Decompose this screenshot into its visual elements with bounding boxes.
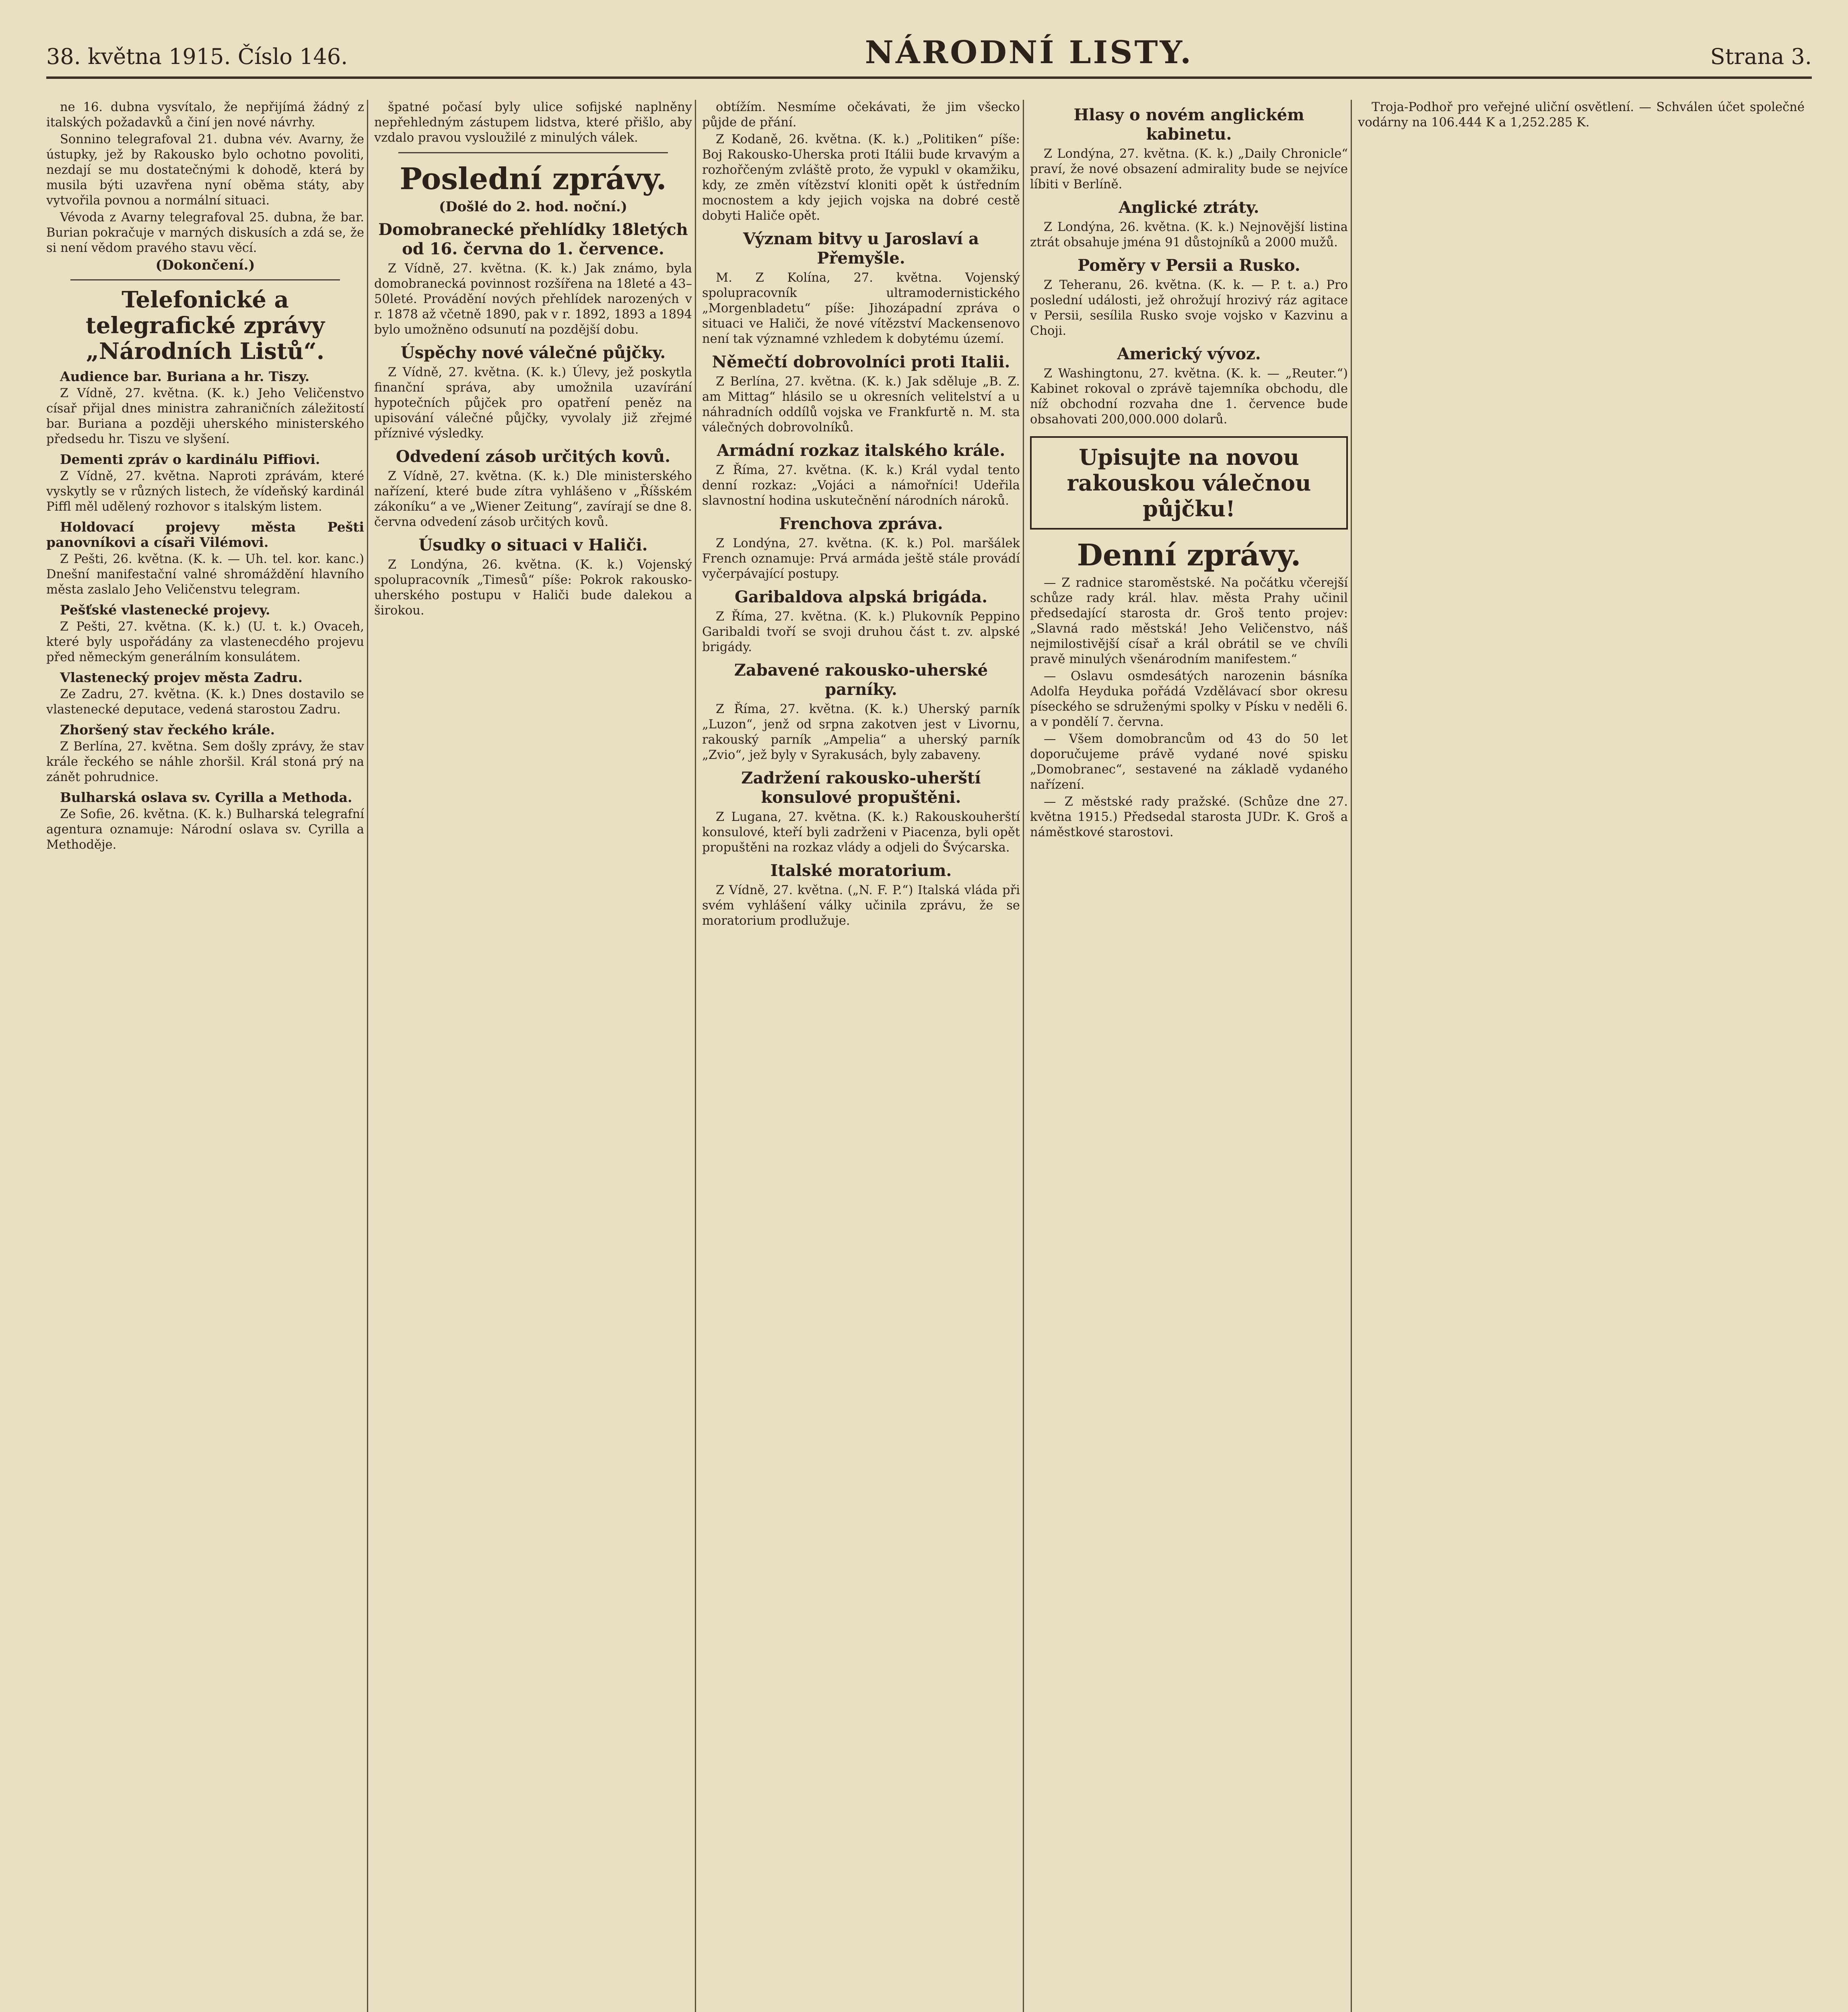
article-paragraph: obtížím. Nesmíme očekávati, že jim všecko půjde de přání. <box>702 100 1020 130</box>
news-text: Z Londýna, 27. května. (K. k.) Pol. maršálek French oznamuje: Prvá armáda ještě stále provádí vyčerpávající postupy. <box>702 536 1020 581</box>
column-1 <box>46 100 364 2012</box>
news-title: Holdovací projevy města Pešti panovníkovi a císaři Vilémovi. <box>46 519 364 550</box>
section-heading: Poslední zprávy. <box>400 162 667 196</box>
column-3 <box>702 100 1020 2012</box>
news-text: Z Říma, 27. května. (K. k.) Plukovník Peppino Garibaldi tvoří se svoji druhou část t. zv. alpské brigády. <box>702 610 1020 654</box>
section-heading: Telefonické a telegrafické zprávy „Národních Listů“. <box>86 287 325 365</box>
news-text: Z Londýna, 26. května. (K. k.) Nejnovější listina ztrát obsahuje jména 91 důstojníků a 2000 mužů. <box>1030 220 1348 249</box>
news-title: Audience bar. Buriana a hr. Tiszy. <box>60 369 310 384</box>
article-paragraph: špatné počasí byly ulice sofijské naplněny nepřehledným zástupem lidstva, které přišlo, aby vzdalo pravou vysloužilé z minulých válek. <box>374 100 692 145</box>
section-subheading: (Došlé do 2. hod. noční.) <box>439 199 627 215</box>
news-text: Z Říma, 27. května. (K. k.) Uherský parník „Luzon“, jenž od srpna zakotven jest v Livornu, rakouský parník „Ampelia“ a uherský parník „Zvio“, jež byly v Syrakusách, byly zabaveny. <box>702 702 1020 762</box>
column-4 <box>1030 100 1348 2012</box>
news-text: Z Teheranu, 26. května. (K. k. — P. t. a.) Pro poslední události, jež ohrožují hrozivý ráz agitace v Persii, sesílila Rusko svoje vojsko v Kazvinu a Choji. <box>1030 278 1348 338</box>
news-text: Z Říma, 27. května. (K. k.) Král vydal tento denní rozkaz: „Vojáci a námořníci! Udeřila slavnostní hodina uskutečnění národních nároků. <box>702 463 1020 508</box>
news-title: Němečtí dobrovolníci proti Italii. <box>712 353 1010 371</box>
news-text: — Oslavu osmdesátých narozenin básníka Adolfa Heyduka pořádá Vzdělávací sbor okresu píseckého se sdruženými spolky v Písku v neděli 6. a v pondělí 7. června. <box>1030 669 1348 729</box>
news-text: M. Z Kolína, 27. května. Vojenský spolupracovník ultramodernistického „Morgenbladetu“ píše: Jihozápadní zpráva o situaci ve Haliči, že nové vítězství Mackensenovo není tak významné vzhledem k dobytému území. <box>702 271 1020 346</box>
article-paragraph: Sonnino telegrafoval 21. dubna vév. Avarny, že ústupky, jež by Rakousko bylo ochotno povoliti, nezdají se mu dostatečnými k dohodě, která by musila býti uzavřena nyní oběma státy, aby vytvořila povnou a normální situaci. <box>46 132 364 208</box>
news-text: Z Vídně, 27. května. (K. k.) Jeho Veličenstvo císař přijal dnes ministra zahraničních záležitostí bar. Buriana a později uherského ministerského předsedu hr. Tiszu ve slyšení. <box>46 386 364 446</box>
news-title: Odvedení zásob určitých kovů. <box>396 447 671 466</box>
news-title: Vlastenecký projev města Zadru. <box>60 670 303 685</box>
news-text: Z Pešti, 27. května. (K. k.) (U. t. k.) Ovaceh, které byly uspořádány za vlastenecdého projevu před německým generálním konsulátem. <box>46 620 364 664</box>
war-loan-advert: Upisujte na novou rakouskou válečnou půjčku! <box>1030 436 1348 530</box>
article-paragraph: Vévoda z Avarny telegrafoval 25. dubna, že bar. Burian pokračuje v marných diskusích a zdá se, že si není vědom pravého stavu věcí. <box>46 210 364 255</box>
separator <box>70 279 340 280</box>
column-2 <box>374 100 692 2012</box>
news-title: Domobranecké přehlídky 18letých od 16. června do 1. července. <box>378 220 688 258</box>
news-title: Americký vývoz. <box>1117 344 1261 363</box>
news-title: Italské moratorium. <box>770 861 952 880</box>
news-text: Z Vídně, 27. května. („N. F. P.“) Italská vláda při svém vyhlášení války učinila zprávu, že se moratorium prodlužuje. <box>702 883 1020 928</box>
news-text: — Z radnice staroměstské. Na počátku včerejší schůze rady král. hlav. města Prahy učinil předsedající starosta dr. Groš tento projev: „Slavná rado městská! Jeho Veličenstvo, náš nejmilostivější císař a král obrátil se ve chvíli pravě minulých všenárodním manifestem.“ <box>1030 576 1348 666</box>
page-number: Strana 3. <box>1710 44 1812 69</box>
news-text: Z Berlína, 27. května. Sem došly zprávy, že stav krále řeckého se náhle zhoršil. Král stoná prý na zánět pohrudnice. <box>46 740 364 784</box>
news-title: Anglické ztráty. <box>1119 198 1259 217</box>
news-text: Z Lugana, 27. května. (K. k.) Rakouskouherští konsulové, kteří byli zadrženi v Piacenza, byli opět propuštěni na rozkaz vlády a odjeli do Švýcarska. <box>702 810 1020 855</box>
continued-note: (Dokončení.) <box>155 257 255 273</box>
column-rule <box>1351 100 1352 2012</box>
news-text: Z Vídně, 27. května. Naproti zprávám, které vyskytly se v různých listech, že vídeňský kardinál Piffl měl udělený rozhovor s italským listem. <box>46 469 364 514</box>
news-text: Z Washingtonu, 27. května. (K. k. — „Reuter.“) Kabinet rokoval o zprávě tajemníka obchodu, dle níž obchodní rozvaha dne 1. července bude obsahovati 200,000.000 dolarů. <box>1030 367 1348 427</box>
news-text: Z Pešti, 26. května. (K. k. — Uh. tel. kor. kanc.) Dnešní manifestační valné shromáždění hlavního města zaslalo Jeho Veličenstvu telegram. <box>46 552 364 597</box>
news-title: Zhoršený stav řeckého krále. <box>60 722 275 738</box>
news-text: Z Berlína, 27. května. (K. k.) Jak sděluje „B. Z. am Mittag“ hlásilo se u okresních velitelství a u náhradních oddílů vojska ve Frankfurtě n. M. sta válečných dobrovolníků. <box>702 375 1020 435</box>
news-title: Pešťské vlastenecké projevy. <box>60 602 270 618</box>
news-text: — Všem domobrancům od 43 do 50 let doporučujeme právě vydané nové spisku „Domobranec“, sestavené na základě vydaného nařízení. <box>1030 732 1348 792</box>
news-title: Úspěchy nové válečné půjčky. <box>400 343 666 362</box>
news-text: Z Vídně, 27. května. (K. k.) Dle ministerského nařízení, které bude zítra vyhlášeno v „Říšském zákoníku“ a ve „Wiener Zeitung“, zavírají se dne 8. června odvedení zásob určitých kovů. <box>374 469 692 529</box>
news-title: Frenchova zpráva. <box>779 514 943 533</box>
news-text: Z Londýna, 27. května. (K. k.) „Daily Chronicle“ praví, že nové obsazení admirality bude se nejvíce líbiti v Berlíně. <box>1030 147 1348 192</box>
news-text: Ze Zadru, 27. května. (K. k.) Dnes dostavilo se vlastenecké deputace, vedená starostou Zadru. <box>46 687 364 717</box>
news-title: Úsudky o situaci v Haliči. <box>418 536 648 555</box>
news-title: Hlasy o novém anglickém kabinetu. <box>1073 105 1304 144</box>
section-heading: Denní zprávy. <box>1077 538 1301 573</box>
column-rule <box>367 100 368 2012</box>
news-text: — Z městské rady pražské. (Schůze dne 27. května 1915.) Předsedal starosta JUDr. K. Groš a náměstkové starostovi. <box>1030 795 1348 839</box>
news-title: Bulharská oslava sv. Cyrilla a Methoda. <box>60 790 352 805</box>
news-title: Armádní rozkaz italského krále. <box>717 441 1005 460</box>
article-paragraph: ne 16. dubna vysvítalo, že nepřijímá žádný z italských požadavků a činí jen nové návrhy. <box>46 100 364 130</box>
news-title: Dementi zpráv o kardinálu Piffiovi. <box>60 451 320 467</box>
column-rule <box>695 100 696 2012</box>
news-text: Ze Sofie, 26. května. (K. k.) Bulharská telegrafní agentura oznamuje: Národní oslava sv. Cyrilla a Methoděje. <box>46 807 364 852</box>
news-text: Troja-Podhoř pro veřejné uliční osvětlení. — Schválen účet společné vodárny na 106.444 K a 1,252.285 K. <box>1358 100 1805 130</box>
masthead-title: NÁRODNÍ LISTY. <box>865 34 1193 71</box>
news-text: Z Vídně, 27. května. (K. k.) Jak známo, byla domobranecká povinnost rozšířena na 18leté a 43–50leté. Provádění nových přehlídek narozených v r. 1878 až včetně 1890, pak v r. 1892, 1893 a 1894 bylo umožněno odsunutí na pozdější dobu. <box>374 262 692 337</box>
issue-date: 38. května 1915. Číslo 146. <box>46 44 348 69</box>
article-paragraph: Z Kodaně, 26. května. (K. k.) „Politiken“ píše: Boj Rakousko-Uherska proti Itálii bude krvavým a rozhořčeným zvláště proto, že vypukl v okamžiku, kdy, ze změn vítězství kloniti opět k ústředním mocnostem a kdy jejich vojska na dobré cestě dobyti Haliče opět. <box>702 132 1020 223</box>
news-text: Z Vídně, 27. května. (K. k.) Úlevy, jež poskytla finanční správa, aby umožnila uzavírání hypotečních půjček pro opatření peněz na upisování válečné půjčky, vyvolaly již zřejmé příznivé výsledky. <box>374 365 692 441</box>
column-rule <box>1023 100 1024 2012</box>
news-title: Garibaldova alpská brigáda. <box>734 588 988 606</box>
page-header <box>46 32 1812 79</box>
news-title: Zadržení rakousko-uherští konsulové propuštěni. <box>741 769 981 807</box>
news-title: Význam bitvy u Jaroslaví a Přemyšle. <box>743 229 979 268</box>
separator <box>398 152 668 153</box>
news-title: Poměry v Persii a Rusko. <box>1077 256 1300 275</box>
column-5 <box>1358 100 1805 2012</box>
news-text: Z Londýna, 26. května. (K. k.) Vojenský spolupracovník „Timesů“ píše: Pokrok rakousko-uherského postupu v Haliči bude dalekou a širokou. <box>374 558 692 618</box>
news-title: Zabavené rakousko-uherské parníky. <box>734 661 988 699</box>
